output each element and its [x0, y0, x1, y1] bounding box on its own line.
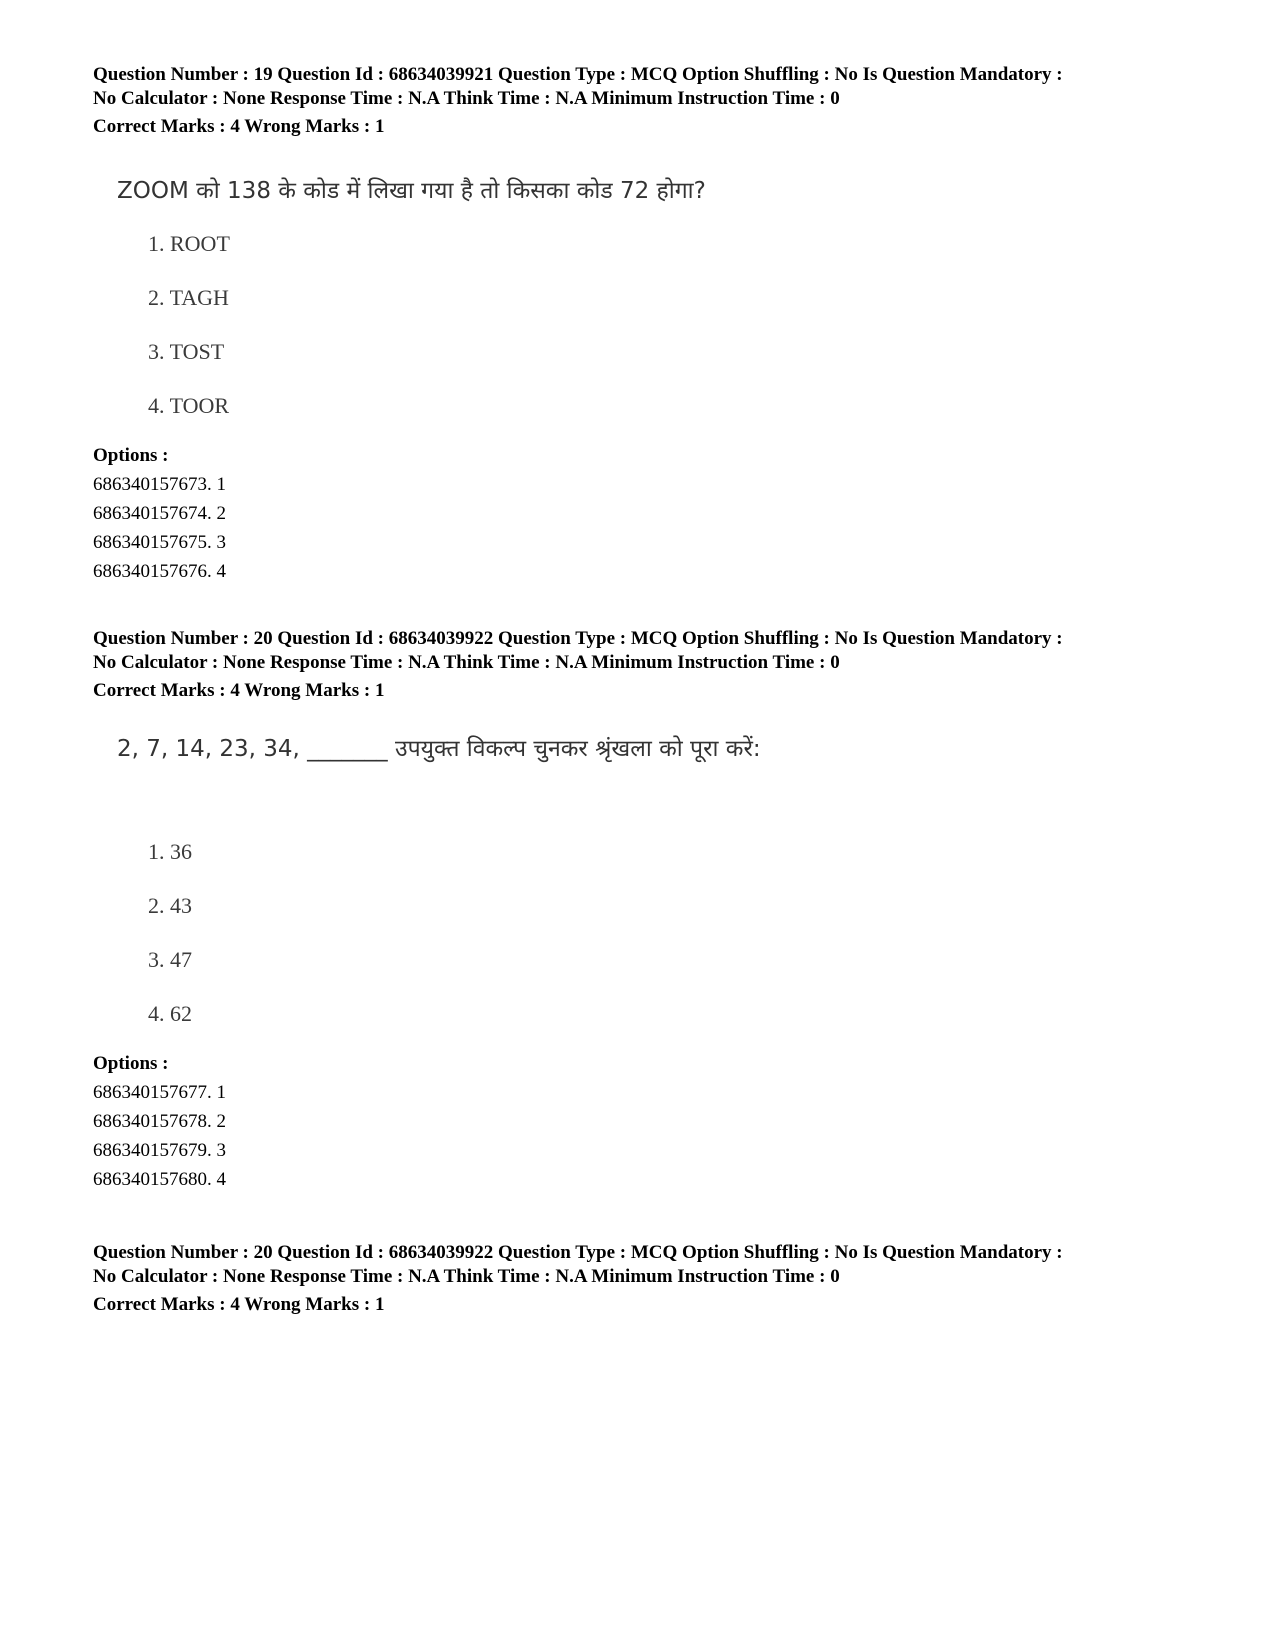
choice-list — [148, 229, 1213, 445]
choice-list — [148, 837, 1213, 1053]
choice-item: 1. ROOT — [148, 231, 230, 256]
choice-item: 4. TOOR — [148, 393, 230, 418]
question-block-20 — [93, 627, 1213, 1194]
question-marks: Correct Marks : 4 Wrong Marks : 1 — [93, 1294, 385, 1315]
question-meta-line-1: Question Number : 20 Question Id : 68634039922 Question Type : MCQ Option Shuffling : No Is Question Mandatory : — [93, 1242, 1063, 1263]
question-marks: Correct Marks : 4 Wrong Marks : 1 — [93, 116, 385, 137]
question-meta-line-1: Question Number : 20 Question Id : 68634039922 Question Type : MCQ Option Shuffling : No Is Question Mandatory : — [93, 628, 1063, 649]
choice-item: 1. 36 — [148, 839, 192, 864]
options-heading: Options : — [93, 445, 169, 466]
options-heading: Options : — [93, 1053, 169, 1074]
option-id-line: 686340157679. 3 — [93, 1140, 226, 1161]
question-block-20-repeat — [93, 1241, 1213, 1317]
question-block-19 — [93, 63, 1213, 586]
question-stem: ZOOM को 138 के कोड में लिखा गया है तो किसका कोड 72 होगा? — [117, 178, 706, 204]
question-meta-line-2: No Calculator : None Response Time : N.A Think Time : N.A Minimum Instruction Time : 0 — [93, 652, 840, 673]
question-meta-line-1: Question Number : 19 Question Id : 68634039921 Question Type : MCQ Option Shuffling : No Is Question Mandatory : — [93, 64, 1063, 85]
choice-item: 4. 62 — [148, 1001, 192, 1026]
choice-item: 2. TAGH — [148, 285, 229, 310]
choice-item: 3. 47 — [148, 947, 192, 972]
option-id-line: 686340157676. 4 — [93, 561, 226, 582]
option-id-line: 686340157674. 2 — [93, 503, 226, 524]
choice-item: 2. 43 — [148, 893, 192, 918]
question-meta-line-2: No Calculator : None Response Time : N.A Think Time : N.A Minimum Instruction Time : 0 — [93, 88, 840, 109]
option-id-line: 686340157675. 3 — [93, 532, 226, 553]
option-id-line: 686340157680. 4 — [93, 1169, 226, 1190]
option-id-line: 686340157677. 1 — [93, 1082, 226, 1103]
choice-item: 3. TOST — [148, 339, 225, 364]
option-id-line: 686340157673. 1 — [93, 474, 226, 495]
question-marks: Correct Marks : 4 Wrong Marks : 1 — [93, 680, 385, 701]
option-id-line: 686340157678. 2 — [93, 1111, 226, 1132]
question-stem: 2, 7, 14, 23, 34, _______ उपयुक्त विकल्प चुनकर श्रृंखला को पूरा करें: — [117, 736, 761, 762]
question-meta-line-2: No Calculator : None Response Time : N.A Think Time : N.A Minimum Instruction Time : 0 — [93, 1266, 840, 1287]
